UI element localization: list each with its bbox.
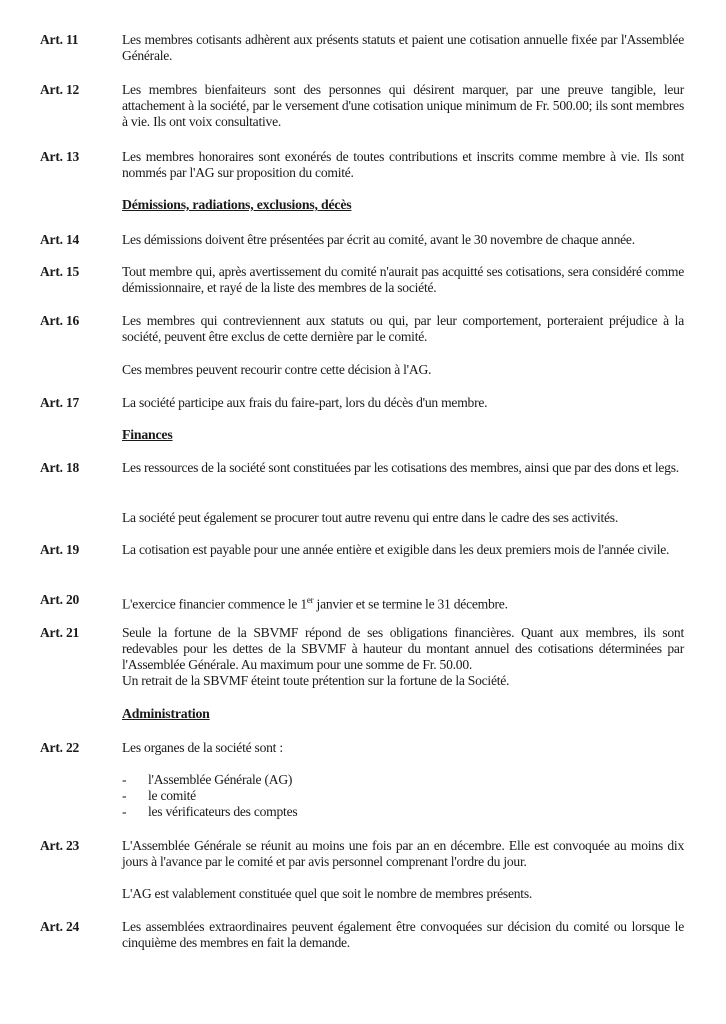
article-text: Les membres qui contreviennent aux statuts ou qui, par leur comportement, porteraient préjudice à la société, peuvent être exclus de cette dernière par le comité. [122, 313, 684, 344]
article-text: La société participe aux frais du faire-part, lors du décès d'un membre. [122, 395, 488, 410]
list-item [122, 772, 682, 788]
bullet-dash: - [122, 804, 127, 819]
section-heading: Démissions, radiations, exclusions, décès [122, 197, 352, 212]
article-text: Seule la fortune de la SBVMF répond de ses obligations financières. Quant aux membres, ils sont redevables pour les dettes de la SBVMF à hauteur du montant annuel des cotisations déterminées par l'Assemblée Générale. Au maximum pour une somme de Fr. 50.00. [122, 625, 684, 672]
article-text: L'Assemblée Générale se réunit au moins une fois par an en décembre. Elle est convoquée au moins dix jours à l'avance par le comité et par avis personnel comprenant l'ordre du jour. [122, 838, 684, 869]
article-number: Art. 18 [40, 460, 80, 475]
article-text-2: Ces membres peuvent recourir contre cette décision à l'AG. [122, 362, 432, 377]
article-number: Art. 13 [40, 149, 80, 164]
article-text: Les membres cotisants adhèrent aux présents statuts et paient une cotisation annuelle fixée par l'Assemblée Générale. [122, 32, 684, 63]
article-number: Art. 15 [40, 264, 80, 279]
article-number: Art. 23 [40, 838, 80, 853]
list-item-text: l'Assemblée Générale (AG) [148, 772, 293, 787]
article-number: Art. 22 [40, 740, 80, 755]
article-text: Tout membre qui, après avertissement du comité n'aurait pas acquitté ses cotisations, sera considéré comme démissionnaire, et rayé de la liste des membres de la société. [122, 264, 684, 295]
list-item [122, 788, 682, 804]
section-heading: Administration [122, 706, 210, 721]
article-number: Art. 24 [40, 919, 80, 934]
article-number: Art. 14 [40, 232, 80, 247]
list-item-text: les vérificateurs des comptes [148, 804, 298, 819]
article-text: Les assemblées extraordinaires peuvent également être convoquées sur décision du comité ou lorsque le cinquième des membres en fait la demande. [122, 919, 684, 950]
article-number: Art. 17 [40, 395, 80, 410]
article-text-2: La société peut également se procurer tout autre revenu qui entre dans le cadre des ses activités. [122, 510, 618, 525]
article-text-2: L'AG est valablement constituée quel que soit le nombre de membres présents. [122, 886, 533, 901]
article-text: Les membres honoraires sont exonérés de toutes contributions et inscrits comme membre à vie. Ils sont nommés par l'AG sur proposition du comité. [122, 149, 684, 180]
article-text: Les organes de la société sont : [122, 740, 283, 755]
list-item-text: le comité [148, 788, 196, 803]
list-item [122, 804, 682, 820]
bullet-dash: - [122, 788, 127, 803]
article-text: Les démissions doivent être présentées par écrit au comité, avant le 30 novembre de chaque année. [122, 232, 635, 247]
article-text: La cotisation est payable pour une année entière et exigible dans les deux premiers mois de l'année civile. [122, 542, 670, 557]
article-number: Art. 12 [40, 82, 80, 97]
article-number: Art. 20 [40, 592, 80, 607]
section-heading: Finances [122, 427, 173, 442]
article-text [122, 592, 684, 613]
article-number: Art. 21 [40, 625, 80, 640]
article-text-part: L'exercice financier commence le 1 [122, 596, 307, 612]
article-text: Les membres bienfaiteurs sont des personnes qui désirent marquer, par une preuve tangible, leur attachement à la société, par le versement d'une cotisation unique minimum de Fr. 500.00; ils sont membres à vie. Ils ont voix consultative. [122, 82, 684, 129]
organs-list [122, 772, 682, 820]
article-text-2: Un retrait de la SBVMF éteint toute prétention sur la fortune de la Société. [122, 673, 510, 688]
superscript: er [306, 595, 314, 605]
article-number: Art. 16 [40, 313, 80, 328]
article-text-part: janvier et se termine le 31 décembre. [313, 596, 508, 612]
article-text: Les ressources de la société sont constituées par les cotisations des membres, ainsi que par des dons et legs. [122, 460, 679, 475]
bullet-dash: - [122, 772, 127, 787]
article-number: Art. 11 [40, 32, 79, 47]
article-number: Art. 19 [40, 542, 80, 557]
